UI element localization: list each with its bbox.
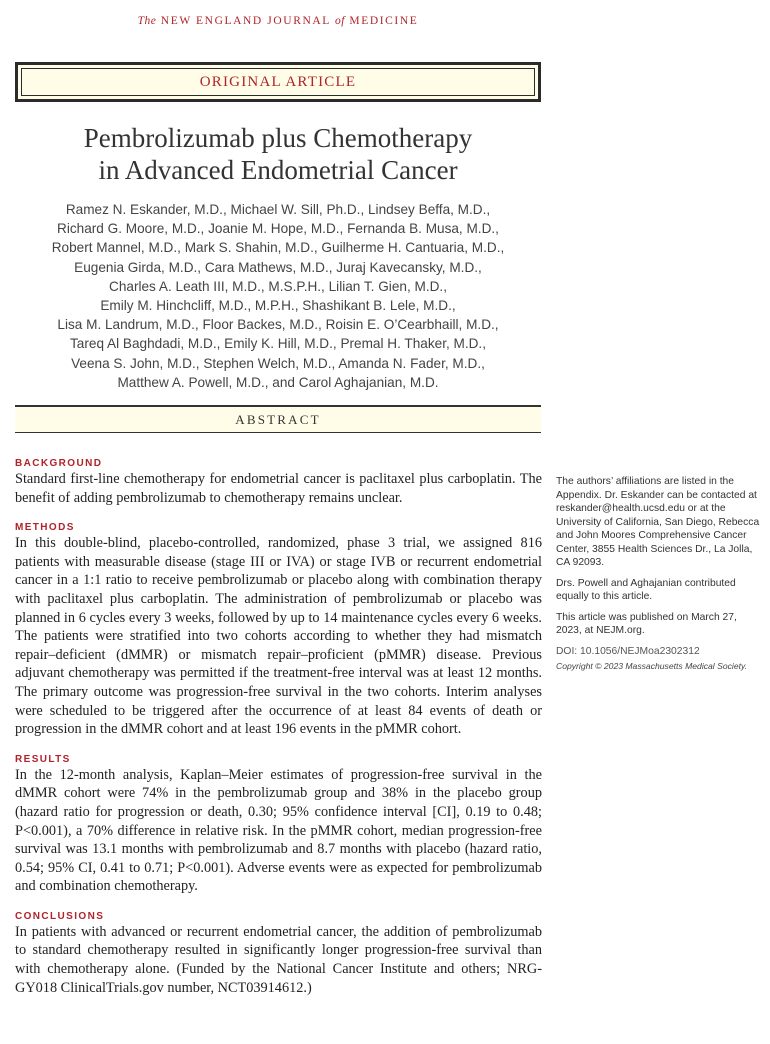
author-line: Eugenia Girda, M.D., Cara Mathews, M.D., Juraj Kavecansky, M.D., — [74, 259, 482, 275]
masthead-prefix: The — [137, 15, 157, 27]
author-line: Tareq Al Baghdadi, M.D., Emily K. Hill, M.D., Premal H. Thaker, M.D., — [70, 336, 486, 352]
publication-note: This article was published on March 27, 2023, at NEJM.org. — [556, 611, 737, 636]
author-line: Lisa M. Landrum, M.D., Floor Backes, M.D., Roisin E. O’Cearbhaill, M.D., — [57, 317, 499, 333]
article-type-inner — [21, 68, 535, 96]
conclusions-heading: CONCLUSIONS — [15, 910, 105, 922]
author-line: Robert Mannel, M.D., Mark S. Shahin, M.D., Guilherme H. Cantuaria, M.D., — [51, 240, 505, 256]
journal-masthead — [0, 15, 556, 27]
background-heading: BACKGROUND — [15, 458, 103, 469]
results-heading: RESULTS — [15, 753, 71, 765]
author-line: Matthew A. Powell, M.D., and Carol Aghajanian, M.D. — [117, 374, 439, 390]
abstract-label: ABSTRACT — [235, 411, 321, 427]
contribution-note: Drs. Powell and Aghajanian contributed equally to this article. — [556, 577, 736, 602]
conclusions-text: In patients with advanced or recurrent endometrial cancer, the addition of pembrolizumab to standard chemotherapy resulted in significantly longer progression-free survival than with chemotherapy alone. (Funded by the National Cancer Institute and others; NRG-GY018 ClinicalTrials.gov number, NCT03914612.) — [15, 923, 542, 996]
title-line-2: in Advanced Endometrial Cancer — [98, 155, 458, 185]
copyright-note: Copyright © 2023 Massachusetts Medical Society. — [556, 661, 748, 671]
abstract-header — [15, 405, 541, 433]
methods-text: In this double-blind, placebo-controlled, randomized, phase 3 trial, we assigned 816 patients with measurable disease (stage III or IVA) or stage IVB or recurrent endometrial cancer in a 1:1 ratio to receive pembrolizumab or placebo along with combination therapy with paclitaxel plus carboplatin. The administration of pembrolizumab or placebo was planned in 6 cycles every 3 weeks, followed by up to 14 maintenance cycles every 6 weeks. The patients were stratified into two cohorts according to whether they had mismatch repair–deficient (dMMR) or mismatch repair–proficient (pMMR) disease. Previous adjuvant chemotherapy was permitted if the treatment-free interval was at least 12 months. The primary outcome was progression-free survival in the two cohorts. Interim analyses were scheduled to be triggered after the occurrence of at least 84 events of death or progression in the dMMR cohort and at least 196 events in the pMMR cohort. — [15, 535, 542, 738]
author-line: Emily M. Hinchcliff, M.D., M.P.H., Shashikant B. Lele, M.D., — [100, 298, 456, 314]
author-line: Charles A. Leath III, M.D., M.S.P.H., Lilian T. Gien, M.D., — [109, 278, 447, 294]
author-line: Richard G. Moore, M.D., Joanie M. Hope, M.D., Fernanda B. Musa, M.D., — [57, 221, 499, 237]
masthead-part2: MEDICINE — [344, 15, 419, 27]
masthead-of: of — [334, 15, 345, 27]
article-sidebar — [556, 475, 764, 681]
author-line: Veena S. John, M.D., Stephen Welch, M.D., Amanda N. Fader, M.D., — [71, 355, 485, 371]
affiliations-note: The authors’ affiliations are listed in the Appendix. Dr. Eskander can be contacted at reskander@health.ucsd.edu or at the University of California, San Diego, Rebecca and John Moores Comprehensive Cancer Center, 3855 Health Sciences Dr., La Jolla, CA 92093. — [556, 476, 760, 568]
author-list — [15, 200, 541, 392]
author-line: Ramez N. Eskander, M.D., Michael W. Sill, Ph.D., Lindsey Beffa, M.D., — [65, 202, 491, 217]
masthead-part1: NEW ENGLAND JOURNAL — [156, 15, 335, 27]
article-type-label: ORIGINAL ARTICLE — [199, 73, 357, 90]
article-title — [15, 122, 541, 186]
background-text: Standard first-line chemotherapy for endometrial cancer is paclitaxel plus carboplatin. The benefit of adding pembrolizumab to chemotherapy remains unclear. — [15, 471, 542, 506]
abstract-body — [15, 457, 542, 1011]
title-line-1: Pembrolizumab plus Chemotherapy — [83, 123, 473, 153]
methods-heading: METHODS — [15, 522, 75, 534]
doi-link[interactable]: DOI: 10.1056/NEJMoa2302312 — [556, 645, 700, 657]
article-type-box — [15, 62, 541, 102]
results-text: In the 12-month analysis, Kaplan–Meier estimates of progression-free survival in the dMMR cohort were 74% in the pembrolizumab group and 38% in the placebo group (hazard ratio for progression or death, 0.30; 95% confidence interval [CI], 0.19 to 0.48; P<0.001), a 70% difference in relative risk. In the pMMR cohort, median progression-free survival was 13.1 months with pembrolizumab and 8.7 months with placebo (hazard ratio, 0.54; 95% CI, 0.41 to 0.71; P<0.001). Adverse events were as expected for pembrolizumab and combination chemotherapy. — [15, 766, 542, 895]
